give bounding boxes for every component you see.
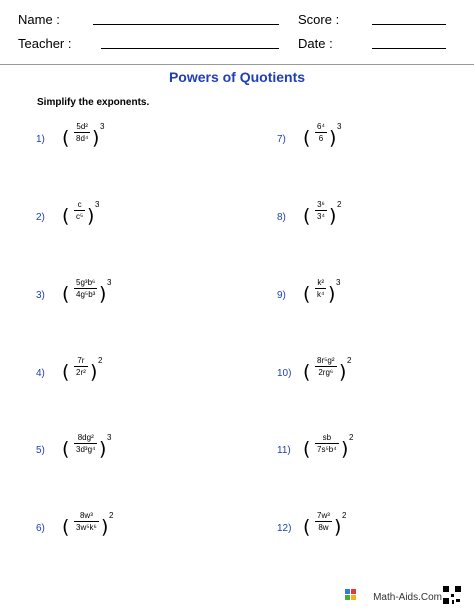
right-paren: )	[90, 361, 98, 383]
left-paren: (	[62, 516, 70, 538]
fraction	[74, 356, 88, 377]
right-paren: )	[99, 438, 107, 460]
problem-number: 2)	[36, 212, 45, 223]
denominator: 4g⁵b³	[76, 290, 96, 299]
date-label: Date :	[298, 36, 333, 51]
right-paren: )	[99, 283, 107, 305]
left-paren: (	[62, 205, 70, 227]
denominator: k⁴	[317, 290, 325, 299]
date-line[interactable]	[372, 48, 446, 49]
denominator: 3⁴	[317, 212, 325, 221]
left-paren: (	[303, 205, 311, 227]
left-paren: (	[62, 361, 70, 383]
teacher-label: Teacher :	[18, 36, 72, 51]
outer-exponent: 3	[337, 122, 342, 131]
problem-number: 1)	[36, 134, 45, 145]
problem-number: 4)	[36, 368, 45, 379]
left-paren: (	[303, 438, 311, 460]
name-label: Name :	[18, 12, 60, 27]
problem-number: 8)	[277, 212, 286, 223]
instructions: Simplify the exponents.	[37, 97, 150, 108]
right-paren: )	[329, 127, 337, 149]
name-line[interactable]	[93, 24, 279, 25]
denominator: c⁵	[76, 212, 84, 221]
right-paren: )	[328, 283, 336, 305]
problem-number: 7)	[277, 134, 286, 145]
numerator: k²	[317, 278, 325, 287]
right-paren: )	[329, 205, 337, 227]
outer-exponent: 2	[342, 511, 347, 520]
numerator: 5d²	[76, 122, 88, 131]
problem-number: 5)	[36, 445, 45, 456]
right-paren: )	[101, 516, 109, 538]
problem-item	[36, 509, 216, 549]
numerator: 7w³	[317, 511, 330, 520]
fraction	[315, 200, 327, 221]
outer-exponent: 3	[95, 200, 100, 209]
left-paren: (	[303, 283, 311, 305]
fraction	[74, 200, 85, 221]
qr-code-icon	[442, 585, 462, 605]
right-paren: )	[334, 516, 342, 538]
numerator: 8r⁵g²	[317, 356, 335, 365]
numerator: 5g³b⁶	[76, 278, 96, 287]
problem-item	[36, 354, 216, 394]
denominator: 6	[318, 134, 324, 143]
numerator: 3⁶	[317, 200, 325, 209]
right-paren: )	[339, 361, 347, 383]
left-paren: (	[303, 516, 311, 538]
problem-number: 11)	[277, 445, 291, 456]
left-paren: (	[62, 127, 70, 149]
fraction	[315, 278, 326, 299]
header-divider	[0, 64, 474, 65]
problem-number: 6)	[36, 523, 45, 534]
denominator: 7s⁵b⁴	[317, 445, 337, 454]
left-paren: (	[303, 127, 311, 149]
numerator: 7r	[77, 356, 85, 365]
score-line[interactable]	[372, 24, 446, 25]
denominator: 2rg⁶	[318, 368, 334, 377]
right-paren: )	[87, 205, 95, 227]
score-label: Score :	[298, 12, 340, 27]
outer-exponent: 3	[107, 433, 112, 442]
fraction	[315, 511, 332, 532]
problem-item	[277, 509, 457, 549]
fraction	[74, 278, 97, 299]
problem-number: 10)	[277, 368, 292, 379]
problem-item	[36, 276, 216, 316]
fraction	[315, 433, 339, 454]
denominator: 8d⁴	[76, 134, 89, 143]
problem-number: 9)	[277, 290, 286, 301]
problem-item	[277, 120, 457, 160]
denominator: 3w⁵k⁶	[76, 523, 97, 532]
problem-item	[36, 120, 216, 160]
problem-item	[277, 431, 457, 471]
problem-item	[36, 198, 216, 238]
fraction	[315, 356, 337, 377]
outer-exponent: 2	[98, 356, 103, 365]
denominator: 3d³g⁴	[76, 445, 96, 454]
fraction	[74, 122, 90, 143]
numerator: 6⁴	[317, 122, 325, 131]
left-paren: (	[62, 438, 70, 460]
fraction	[315, 122, 327, 143]
teacher-line[interactable]	[101, 48, 279, 49]
outer-exponent: 3	[336, 278, 341, 287]
problem-item	[36, 431, 216, 471]
outer-exponent: 3	[100, 122, 105, 131]
left-paren: (	[303, 361, 311, 383]
outer-exponent: 3	[107, 278, 112, 287]
problem-item	[277, 198, 457, 238]
math-aids-logo-icon	[345, 589, 356, 600]
numerator: 8w³	[79, 511, 93, 520]
problem-item	[277, 276, 457, 316]
problem-item	[277, 354, 457, 394]
footer-site-name: Math-Aids.Com	[373, 592, 442, 603]
right-paren: )	[92, 127, 100, 149]
denominator: 2r²	[76, 368, 86, 377]
numerator: 8dg²	[77, 433, 94, 442]
problem-number: 3)	[36, 290, 45, 301]
fraction	[74, 511, 99, 532]
outer-exponent: 2	[347, 356, 352, 365]
left-paren: (	[62, 283, 70, 305]
fraction	[74, 433, 97, 454]
outer-exponent: 2	[337, 200, 342, 209]
outer-exponent: 2	[349, 433, 354, 442]
problem-number: 12)	[277, 523, 292, 534]
outer-exponent: 2	[109, 511, 114, 520]
numerator: c	[77, 200, 82, 209]
page-title: Powers of Quotients	[168, 69, 306, 85]
right-paren: )	[341, 438, 349, 460]
numerator: sb	[322, 433, 332, 442]
denominator: 8w	[318, 523, 329, 532]
